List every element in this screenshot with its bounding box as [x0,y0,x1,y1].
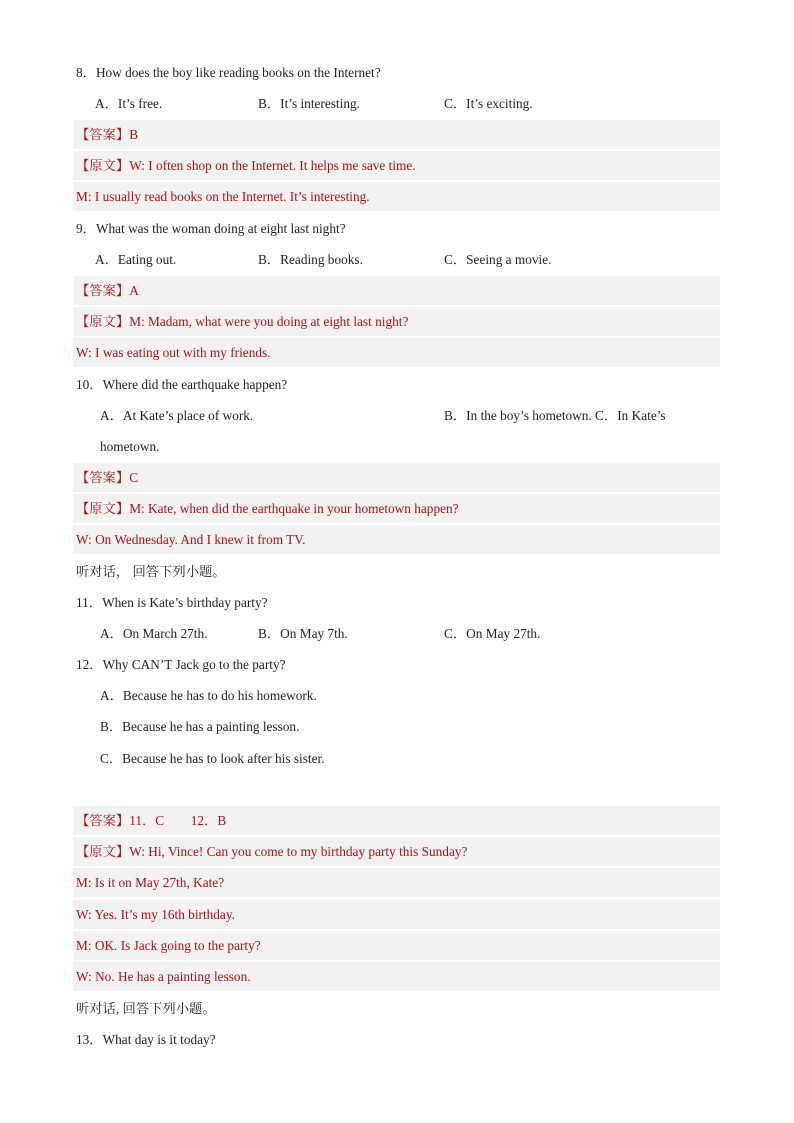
question-12: 12．Why CAN’T Jack go to the party? [76,657,286,672]
q9-answer-row [73,275,720,305]
q10-option-bc: B．In the boy’s hometown. C．In Kate’s [444,408,666,423]
q10-script-line: M: Kate, when did the earthquake in your hometown happen? [129,501,459,516]
q9-script-row [73,306,720,336]
q11-12-script-row-5 [73,961,720,991]
q11-12-answer-row [73,805,720,835]
q8-script-line: W: I often shop on the Internet. It helps me save time. [129,158,416,173]
script-tag: 【原文】 [76,314,130,329]
q8-answer: B [129,127,139,142]
q8-option-a: A．It’s free. [95,96,163,111]
q11-12-script-line: M: OK. Is Jack going to the party? [76,938,261,953]
q11-12-script-line: W: Hi, Vince! Can you come to my birthday party this Sunday? [129,844,468,859]
q11-12-script-line: M: Is it on May 27th, Kate? [76,875,225,890]
q11-12-script-row-3 [73,899,720,929]
q12-option-c: C．Because he has to look after his sister. [100,751,325,766]
answer-tag: 【答案】 [76,813,130,828]
q8-script-line: M: I usually read books on the Internet. It’s interesting. [76,189,370,204]
q11-12-script-row-4 [73,930,720,960]
q11-12-script-line: W: Yes. It’s my 16th birthday. [76,907,235,922]
q8-option-c: C．It’s exciting. [444,96,533,111]
q8-script-row [73,150,720,180]
q10-answer: C [129,470,139,485]
q11-option-a: A．On March 27th. [100,626,208,641]
section-heading: 听对话， 回答下列小题。 [76,564,226,579]
answer-tag: 【答案】 [76,127,130,142]
q9-answer: A [129,283,139,298]
q9-script-row-2 [73,337,720,367]
q11-12-answer: 11．C 12．B [129,813,227,828]
q8-option-b: B．It’s interesting. [258,96,360,111]
q10-script-row-2 [73,524,720,554]
q11-12-script-row-2 [73,867,720,897]
q11-12-script-row [73,836,720,866]
question-11: 11．When is Kate’s birthday party? [76,595,268,610]
q12-option-a: A．Because he has to do his homework. [100,688,317,703]
q10-option-wrap: hometown. [100,439,160,454]
script-tag: 【原文】 [76,844,130,859]
script-tag: 【原文】 [76,158,130,173]
question-9: 9．What was the woman doing at eight last night? [76,221,346,236]
q10-answer-row [73,462,720,492]
q9-script-line: M: Madam, what were you doing at eight last night? [129,314,409,329]
q10-option-a: A．At Kate’s place of work. [100,408,254,423]
q9-option-a: A．Eating out. [95,252,177,267]
q9-option-b: B．Reading books. [258,252,363,267]
q12-option-b: B．Because he has a painting lesson. [100,719,300,734]
question-13: 13．What day is it today? [76,1032,216,1047]
answer-tag: 【答案】 [76,470,130,485]
section-heading-2: 听对话, 回答下列小题。 [76,1001,216,1016]
q8-script-row-2 [73,181,720,211]
q11-option-c: C．On May 27th. [444,626,541,641]
q11-option-b: B．On May 7th. [258,626,348,641]
q9-option-c: C．Seeing a movie. [444,252,552,267]
question-10: 10．Where did the earthquake happen? [76,377,288,392]
q9-script-line: W: I was eating out with my friends. [76,345,271,360]
q8-answer-row [73,119,720,149]
script-tag: 【原文】 [76,501,130,516]
q10-script-row [73,493,720,523]
question-8: 8．How does the boy like reading books on the Internet? [76,65,381,80]
q11-12-script-line: W: No. He has a painting lesson. [76,969,251,984]
answer-tag: 【答案】 [76,283,130,298]
q10-script-line: W: On Wednesday. And I knew it from TV. [76,532,306,547]
